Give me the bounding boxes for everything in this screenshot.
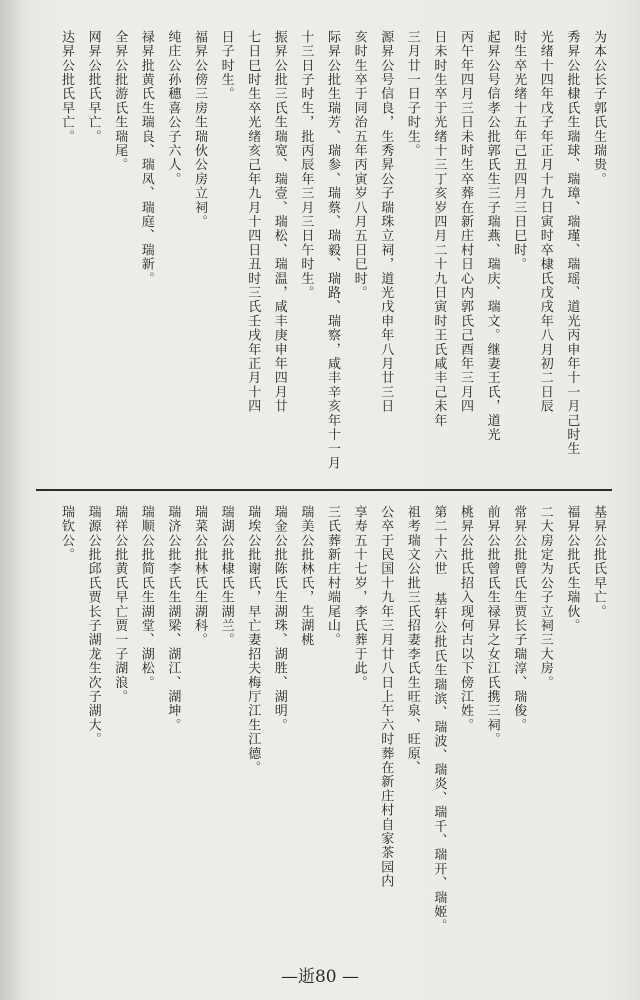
upper-columns-8: 源昇公号信良，生秀昇公子瑞珠立祠，道光戊申年八月廿三日 bbox=[378, 30, 394, 414]
upper-columns-13: 七日巳时生卒光绪亥己年九月十四日丑时三氏壬戌年正月十四 bbox=[245, 30, 261, 414]
lower-columns-6: 第二十六世 基轩公批氏生瑞滨、瑞波、瑞炎、瑞千、瑞开、瑞姬。 bbox=[431, 505, 447, 933]
upper-columns-15: 福昇公傍三房生瑞伙公房立祠。 bbox=[192, 30, 207, 229]
upper-columns-3: 时生卒光绪十五年己丑四月三日巳时。 bbox=[511, 30, 527, 272]
upper-columns-6: 日未时生卒于光绪十三丁亥岁四月二十九日寅时王氏咸丰己未年 bbox=[431, 30, 447, 428]
lower-columns-20: 瑞钦公。 bbox=[59, 505, 74, 562]
upper-columns-10: 际昇公批生瑞芳、瑞参、瑞蔡、瑞毅、瑞路、瑞察，咸丰辛亥年十一月 bbox=[325, 30, 340, 471]
lower-columns-14: 瑞湖公批棣氏生湖兰。 bbox=[218, 505, 234, 647]
upper-columns-2: 光绪十四年戊子年正月十九日寅时卒棣氏戊戌年八月初二日辰 bbox=[537, 30, 553, 414]
upper-columns-17: 禄昇批黄氏生瑞良、瑞凤、瑞庭、瑞新。 bbox=[138, 30, 154, 286]
upper-columns-1: 秀昇公批棣氏生瑞球、瑞璋、瑞瑾、瑞瑶、道光丙申年十一月己时生 bbox=[564, 30, 580, 456]
section-divider bbox=[36, 489, 612, 491]
lower-columns-15: 瑞菜公批林氏生湖科。 bbox=[192, 505, 207, 647]
upper-columns-16: 纯庄公孙穗喜公子六人。 bbox=[165, 30, 181, 187]
lower-columns-17: 瑞顺公批简氏生湖堂、湖松。 bbox=[138, 505, 154, 690]
upper-columns-12: 振昇公批三氏生瑞宽、瑞壹、瑞松、瑞温，咸丰庚申年四月廿 bbox=[271, 30, 287, 414]
upper-columns-11: 十三日子时生，批丙辰年三月三日午时生。 bbox=[298, 30, 314, 300]
lower-columns-9: 享寿五十七岁，李氏葬于此。 bbox=[351, 505, 367, 690]
lower-columns-16: 瑞济公批李氏生湖梁、湖江、湖坤。 bbox=[165, 505, 181, 733]
lower-columns-18: 瑞祥公批黄氏早亡贾一子湖浪。 bbox=[112, 505, 128, 704]
upper-columns-18: 全昇公批游氏生瑞尾。 bbox=[112, 30, 128, 172]
upper-columns-14: 日子时生。 bbox=[218, 30, 234, 101]
lower-columns-5: 桃昇公批氏招入现何古以下傍江姓。 bbox=[458, 505, 473, 733]
lower-columns-8: 公卒于民国十九年三月廿八日上午六时葬在新庄村自家茶园内 bbox=[378, 505, 394, 889]
lower-columns-4: 前昇公批曾氏生禄昇之女江氏携三祠。 bbox=[484, 505, 500, 747]
upper-columns-9: 亥时生卒于同治五年丙寅岁八月五日巳时。 bbox=[351, 30, 367, 300]
lower-columns-0: 基昇公批氏早亡。 bbox=[591, 505, 606, 619]
upper-columns-4: 起昇公号信孝公批郭氏生三子瑞燕、瑞庆、瑞文。继妻王氏，道光 bbox=[484, 30, 500, 442]
lower-columns-3: 常昇公批曾氏生贾长子瑞淳、瑞俊。 bbox=[511, 505, 527, 733]
lower-columns-7: 祖考瑞文公批三氏招妻李氏生旺泉、旺原、 bbox=[404, 505, 420, 775]
upper-columns-20: 达昇公批氏早亡。 bbox=[59, 30, 74, 144]
upper-columns-7: 三月廿一日子时生。 bbox=[404, 30, 420, 158]
lower-columns-19: 瑞源公批邱氏贾长子湖龙生次子湖大。 bbox=[85, 505, 101, 747]
upper-columns-0: 为本公长子郭氏生瑞贵。 bbox=[591, 30, 606, 187]
lower-columns-2: 二大房定为公子立祠三大房。 bbox=[537, 505, 553, 690]
lower-columns-11: 瑞美公批林氏，生湖桃 bbox=[298, 505, 314, 647]
lower-columns-12: 瑞金公批陈氏生湖珠、湖胜、湖明。 bbox=[271, 505, 287, 733]
lower-columns-1: 福昇公批氏生瑞伙。 bbox=[564, 505, 580, 633]
lower-columns-13: 瑞埃公批谢氏，早亡妻招夫梅厅江生江德。 bbox=[245, 505, 261, 775]
page-number: —逝80 — bbox=[280, 967, 360, 987]
upper-columns-19: 网昇公批氏早亡。 bbox=[85, 30, 101, 144]
upper-columns-5: 丙午年四月三日未时生卒葬在新庄村日心内郭氏己酉年三月四 bbox=[458, 30, 473, 414]
lower-columns-10: 三氏葬新庄村端尾山。 bbox=[325, 505, 340, 647]
